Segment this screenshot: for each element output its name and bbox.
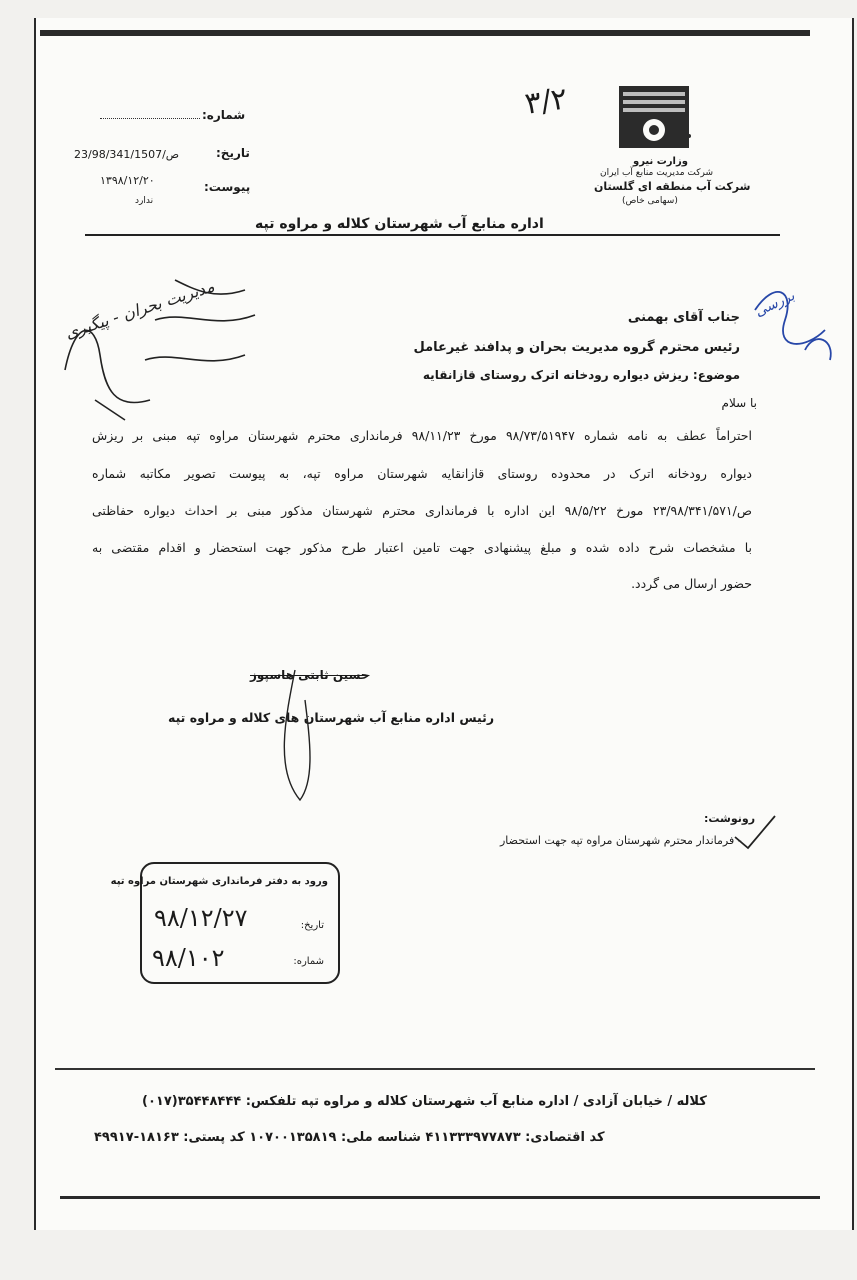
body-line-4: با مشخصات شرح داده شده و مبلغ پیشنهادی جهت تامین اعتبار طرح مذکور جهت استحضار و اقدام مقتضی به [92, 540, 752, 555]
addressee: جناب آقای بهمنی [627, 310, 740, 325]
signer-title: رئیس اداره منابع آب شهرستان های کلاله و مراوه تپه [168, 710, 495, 725]
handwritten-left-note: مدیریت بحران - پیگیری [62, 276, 217, 343]
date-value: 23/98/341/1507/ص [74, 148, 180, 161]
cc-line: - فرماندار محترم شهرستان مراوه تپه جهت استحضار [500, 834, 742, 847]
body-line-5: حضور ارسال می گردد. [631, 576, 752, 591]
attachment-value: ندارد [135, 196, 154, 206]
cc-label: رونوشت: [704, 812, 756, 825]
letter-page [34, 18, 854, 1230]
ministry-name: وزارت نیرو [633, 156, 688, 167]
company-logo [615, 82, 693, 152]
date-label: تاریخ: [216, 146, 250, 160]
footer-ids: کد اقتصادی: ۴۱۱۳۳۳۹۷۷۸۷۳ شناسه ملی: ۱۰۷۰۰۱۳۵۸۱۹ کد پستی: ۱۸۱۶۳-۴۹۹۱۷ [94, 1130, 605, 1145]
footer-address: کلاله / خیابان آزادی / اداره منابع آب شهرستان کلاله و مراوه تپه تلفکس: ۳۵۴۴۸۴۴۴(۰۱۷) [142, 1094, 707, 1109]
page-mark: ۳/۲ [522, 81, 570, 122]
number-label: شماره: [202, 108, 246, 122]
stamp-number-value: ۹۸/۱۰۲ [152, 944, 225, 972]
subject: موضوع: ریزش دیواره رودخانه اترک روستای قازانقایه [422, 368, 740, 382]
signer-name: حسین ثابتی هاسپوز [250, 668, 370, 682]
number-line [100, 118, 200, 119]
body-line-1: احتراماً عطف به نامه شماره ۹۸/۷۳/۵۱۹۴۷ مورخ ۹۸/۱۱/۲۳ فرمانداری محترم شهرستان مراوه تپه مبنی بر ریزش [92, 428, 752, 443]
footer-divider [55, 1068, 815, 1070]
department-title: اداره منابع آب شهرستان کلاله و مراوه تپه [255, 216, 544, 232]
attachment-date: ۱۳۹۸/۱۲/۲۰ [100, 174, 155, 187]
greeting: با سلام [721, 396, 757, 410]
handwritten-right-note: بررسی [752, 287, 798, 321]
stamp-title: ورود به دفتر فرمانداری شهرستان مراوه تپه [110, 876, 328, 887]
attachment-label: پیوست: [204, 180, 251, 194]
regional-company: شرکت آب منطقه ای گلستان [594, 180, 751, 193]
bottom-border [60, 1196, 820, 1199]
receipt-stamp [110, 862, 340, 984]
stamp-number-label: شماره: [293, 956, 324, 967]
company-type: (سهامی خاص) [622, 196, 678, 206]
body-line-3: ص/۲۳/۹۸/۳۴۱/۵۷۱ مورخ ۹۸/۵/۲۲ این اداره با فرمانداری محترم شهرستان مذکور مبنی بر احداث دیواره حفاظتی [92, 503, 752, 518]
parent-company: شرکت مدیریت منابع آب ایران [600, 168, 714, 178]
header-divider [85, 234, 780, 236]
addressee-title: رئیس محترم گروه مدیریت بحران و پدافند غیرعامل [413, 340, 740, 355]
top-border [40, 30, 810, 36]
body-line-2: دیواره رودخانه اترک در محدوده روستای قازانقایه شهرستان مراوه تپه، به پیوست تصویر مکاتبه شماره [92, 466, 752, 481]
stamp-date-value: ۹۸/۱۲/۲۷ [154, 904, 248, 932]
stamp-date-label: تاریخ: [300, 920, 324, 931]
